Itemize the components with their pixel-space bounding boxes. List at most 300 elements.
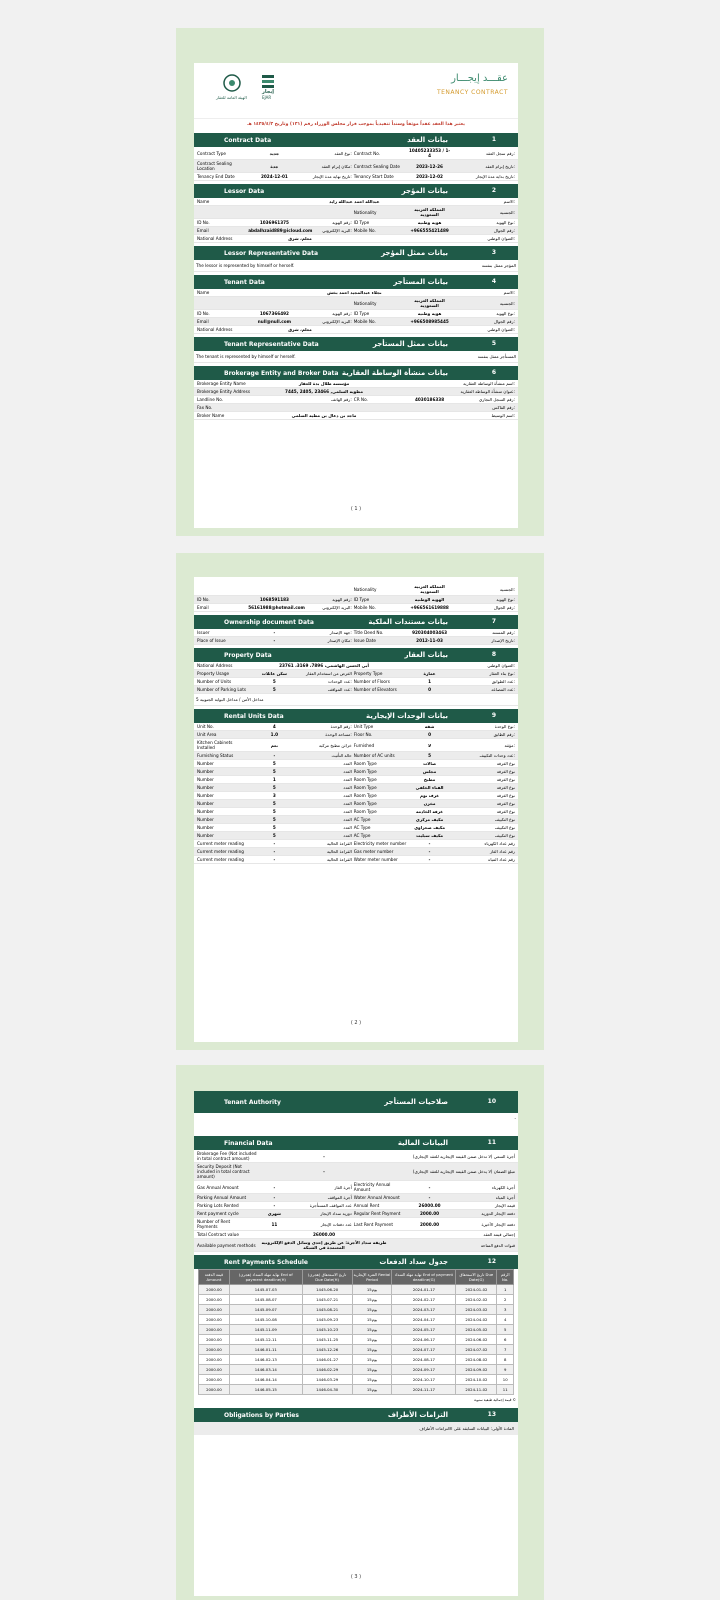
field-label: Security Deposit (Not included in total contract amount) (197, 1164, 250, 1179)
field-label: Current meter reading (197, 841, 244, 846)
field-label: Kitchen Cabinets Installed (197, 740, 233, 750)
field-label-ar: أجرة السعي (لا تدخل ضمن القيمة الإيجارية للعقد الإيجاري) (412, 1153, 515, 1159)
field-label: Room Type (353, 769, 377, 774)
footnote-text: قيمة إجمالية طبقية سنوية © (473, 1398, 516, 1402)
field-label: Contract Sealing Date (353, 163, 400, 169)
field-label: Room Type (353, 809, 377, 814)
field-label: Parking Annual Amount (197, 1195, 247, 1200)
table-cell: 2024-04-17 (392, 1315, 456, 1325)
field-value: - (428, 841, 431, 846)
field-value: لا (427, 742, 432, 748)
table-cell: 15يوم (352, 1335, 392, 1345)
column-header: تاريخ الاستحقاق (هجري) Due Date(H) (302, 1270, 352, 1285)
section-number: 10 (487, 1098, 496, 1105)
field-value: The lessor is represented by himself or herself. (196, 263, 295, 268)
field-label-ar: العدد (343, 809, 352, 814)
financial-row (194, 1218, 518, 1231)
field-label: AC Type (353, 825, 371, 830)
field-value: null@null.com (257, 319, 291, 324)
field-label-ar: القراءة الحالية (327, 841, 352, 846)
rental-unit-row (194, 840, 518, 848)
rental-unit-row (194, 776, 518, 784)
field-value: جدة (270, 163, 279, 169)
field-value: أبي الحسن الهاشمي، 7896، 3169، 23761 (279, 663, 369, 668)
rental-unit-row (194, 752, 518, 760)
field-label: Brokerage Entity Name (197, 381, 246, 386)
table-cell: 2024-07-17 (392, 1345, 456, 1355)
column-header: الفترة الإيجارية Rental Period (352, 1270, 392, 1285)
field-label: National Address (197, 327, 233, 332)
section-brokerage (194, 366, 518, 380)
field-label-ar: العدد (343, 817, 352, 822)
lessor-row (194, 198, 518, 206)
table-cell: 2000.00 (199, 1325, 230, 1335)
contract-row (194, 147, 518, 160)
field-value-ar: المؤجر ممثل بنفسه (481, 263, 516, 268)
field-value: - (323, 1153, 325, 1159)
section-number: 3 (491, 249, 496, 256)
field-value: - (273, 857, 276, 862)
section-number: 1 (491, 136, 496, 143)
rental-unit-row (194, 832, 518, 840)
contract-title-en: TENANCY CONTRACT (436, 89, 508, 96)
section-contract-data (194, 133, 518, 147)
field-label-ar: نوع التكييف (494, 817, 515, 822)
field-label: Annual Rent (353, 1203, 380, 1208)
field-label: Fax No. (197, 405, 213, 410)
payment-methods-row (194, 1239, 518, 1252)
table-cell: 1445-06-20 (302, 1285, 352, 1295)
section-title-en: Brokerage Entity and Broker Data (224, 370, 339, 377)
field-label: Water Annual Amount (353, 1195, 400, 1200)
field-label: Rent payment cycle (197, 1211, 239, 1216)
field-value: 5 (428, 753, 432, 758)
field-label-ar: نوع الغرفة (496, 769, 515, 774)
field-label-ar: حالة التأثيث (331, 753, 352, 758)
field-label-ar: دفعة الإيجار الدورية (481, 1211, 515, 1216)
field-value: 1067366492 (259, 311, 289, 316)
section-rent-schedule (194, 1255, 518, 1269)
field-value: 920304003463 (412, 630, 448, 635)
field-label-ar: رقم الفاكس: (492, 405, 515, 410)
field-label-ar: العدد (343, 793, 352, 798)
field-value: +966508985445 (410, 319, 449, 324)
table-cell: 15يوم (352, 1315, 392, 1325)
field-label-ar: أجرة الكهرباء (491, 1184, 515, 1190)
field-value-ar: المستأجر ممثل بنفسه (477, 354, 516, 359)
lessor-row (194, 227, 518, 235)
field-label: Room Type (353, 777, 377, 782)
field-label: Landline No. (197, 397, 224, 402)
field-label: Room Type (353, 761, 377, 766)
field-label: Floor No. (353, 732, 373, 737)
field-label-ar: نوع الغرفة (496, 777, 515, 782)
field-label: Current meter reading (197, 849, 244, 854)
section-tenant-authority (194, 1091, 518, 1113)
field-value: 26000.00 (418, 1203, 441, 1208)
field-label: Broker Name (197, 413, 225, 418)
field-label-ar: إجمالي قيمة العقد (483, 1232, 515, 1237)
field-label: Mobile No. (353, 605, 376, 610)
contract-row (194, 173, 518, 181)
table-row (199, 1375, 514, 1385)
field-value: عمارة (423, 671, 436, 676)
field-label-ar: رقم الهوية: (332, 597, 352, 602)
document-sheet-3 (194, 1091, 518, 1596)
field-value: مداخل الأمن / مداخل البوابة الجنوبية 5 (196, 697, 264, 702)
field-label-ar: نوع العقد: (334, 150, 352, 156)
field-label-ar: البريد الإلكتروني: (322, 228, 352, 233)
table-cell: 2000.00 (199, 1285, 230, 1295)
field-value: - (514, 1116, 516, 1121)
table-cell: 1445-09-23 (302, 1315, 352, 1325)
rental-unit-row (194, 792, 518, 800)
field-label-ar: عنوان منشأة الوساطة العقارية: (460, 389, 515, 394)
field-value: الهوية الوطنية (414, 597, 445, 602)
field-label: Number (197, 817, 214, 822)
table-cell: 2000.00 (199, 1295, 230, 1305)
section-property (194, 648, 518, 662)
table-cell: 2024-04-02 (456, 1315, 497, 1325)
financial-total-row (194, 1231, 518, 1239)
field-value: - (273, 638, 276, 643)
field-label: Last Rent Payment (353, 1221, 394, 1227)
field-label-ar: العنوان الوطني: (487, 327, 515, 332)
field-label-ar: القراءة الحالية (327, 849, 352, 854)
field-label: Room Type (353, 785, 377, 790)
table-cell: 2024-08-17 (392, 1355, 456, 1365)
field-label-ar: عدد دفعات الإيجار (320, 1221, 352, 1227)
section-financial (194, 1136, 518, 1150)
field-label: Number (197, 809, 214, 814)
section-tenant-rep (194, 337, 518, 351)
field-label: Title Deed No. (353, 630, 384, 635)
field-label-ar: الجنسية: (499, 300, 515, 306)
field-label: Water meter number (353, 857, 398, 862)
ejar-logo (210, 71, 300, 103)
tenant-authority-body (194, 1113, 518, 1133)
logo-text: إيجار (262, 89, 274, 95)
page-2 (176, 553, 544, 1050)
field-label-ar: تاريخ إبرام العقد: (485, 163, 515, 169)
page-number: ( 2 ) (350, 1020, 362, 1026)
field-value: 5 (272, 761, 276, 766)
field-label: Total Contract value (197, 1232, 239, 1237)
section-title-en: Tenant Authority (224, 1099, 281, 1106)
field-label-ar: رقم عداد المياه (488, 857, 515, 862)
field-label-ar: عدد المواقف: (327, 687, 352, 692)
field-label: Issuer (197, 630, 210, 635)
table-row (199, 1355, 514, 1365)
page-number: ( 3 ) (350, 1574, 362, 1580)
section-number: 2 (491, 187, 496, 194)
field-label-ar: أجرة الغاز (334, 1184, 352, 1190)
field-label-ar: دفعة الإيجار الأخيرة (481, 1221, 515, 1227)
section-number: 7 (491, 618, 496, 625)
lessor-row (194, 235, 518, 243)
field-value: مطبخ (423, 777, 436, 782)
table-cell: 2000.00 (199, 1365, 230, 1375)
rental-unit-row (194, 848, 518, 856)
section-rental-units (194, 709, 518, 723)
field-label-ar: الاسم: (503, 290, 515, 295)
rental-unit-row (194, 800, 518, 808)
field-value: - (428, 857, 431, 862)
field-label: Parking Lots Rented (197, 1203, 239, 1208)
field-label-ar: العنوان الوطني: (487, 663, 515, 668)
table-cell: 2000.00 (199, 1345, 230, 1355)
field-value: - (273, 841, 276, 846)
field-label: Mobile No. (353, 228, 376, 233)
field-label: Issue Date (353, 638, 376, 643)
rental-unit-row (194, 824, 518, 832)
field-label: Number (197, 769, 214, 774)
field-label-ar: أجرة المواقف (327, 1195, 352, 1200)
field-label-ar: عدد الوحدات: (327, 679, 352, 684)
field-label: Property Usage (197, 671, 230, 676)
field-label: Number (197, 793, 214, 798)
field-label-ar: نوع الهوية: (496, 311, 515, 316)
field-label: Unit Type (353, 724, 374, 729)
table-cell: 1 (497, 1285, 514, 1295)
document-sheet-1 (194, 63, 518, 528)
section-lessor-rep (194, 246, 518, 260)
field-label-ar: دورية سداد الإيجار (320, 1211, 352, 1216)
field-label: ID No. (197, 220, 210, 225)
section-title-en: Ownership document Data (224, 619, 314, 626)
field-label-ar: العدد (343, 777, 352, 782)
field-value: - (273, 630, 276, 635)
section-title-en: Lessor Representative Data (224, 250, 318, 257)
section-number: 5 (491, 340, 496, 347)
table-row (199, 1315, 514, 1325)
table-cell: 2024-01-17 (392, 1285, 456, 1295)
table-cell: 1446-01-11 (229, 1345, 302, 1355)
rental-unit-row (194, 760, 518, 768)
field-value: 5 (272, 687, 276, 692)
table-row (199, 1385, 514, 1395)
field-value: 2012-11-03 (416, 638, 443, 643)
financial-list (194, 1150, 518, 1181)
document-sheet-2 (194, 577, 518, 1042)
field-value: نجلاء عبدالمجيد احمد بخش (327, 290, 382, 295)
field-label-ar: العنوان الوطني: (487, 236, 515, 241)
field-label: Email (197, 228, 209, 233)
section-title-ar: بيانات مستندات الملكية (368, 618, 448, 626)
field-value: هوية وطنية (417, 220, 442, 225)
field-value: - (428, 1184, 431, 1190)
field-label-ar: عدد المصاعد: (491, 687, 515, 692)
section-title-ar: بيانات المستأجر (393, 278, 448, 286)
contract-row (194, 160, 518, 173)
field-value: 5 (272, 785, 276, 790)
table-cell: 15يوم (352, 1365, 392, 1375)
field-label-ar: رقم المستند: (492, 630, 515, 635)
table-cell: 15يوم (352, 1385, 392, 1395)
field-value: مكيف مركزي (415, 817, 444, 822)
column-header: قيمة الدفعة Amount (199, 1270, 230, 1285)
field-label: ID Type (353, 311, 370, 316)
tenant-row (194, 318, 518, 326)
document-header (194, 63, 518, 119)
field-label: Number of Floors (353, 679, 390, 684)
field-label-ar: رقم الجوال: (493, 319, 515, 324)
field-label: Furnished (353, 742, 375, 748)
field-label: Number (197, 761, 214, 766)
lessor-rep-line (194, 260, 518, 272)
field-value: - (428, 849, 431, 854)
field-value: ماجد بن دعال بن مطية السلمي (291, 413, 357, 418)
tenant-row (194, 326, 518, 334)
table-cell: 10 (497, 1375, 514, 1385)
table-cell: 1445-07-03 (229, 1285, 302, 1295)
field-label-ar: أجرة المياه (495, 1195, 515, 1200)
field-value: 5 (272, 817, 276, 822)
field-label: Name (197, 199, 210, 204)
field-value: 0 (428, 732, 432, 737)
field-label-ar: عدد المواقف المستأجرة (309, 1203, 352, 1208)
field-value: 1.0 (270, 732, 279, 737)
field-value: - (323, 1169, 325, 1174)
field-label: Number of Parking Lots (197, 687, 247, 692)
field-label: Room Type (353, 801, 377, 806)
field-label: Gas meter number (353, 849, 394, 854)
section-title-en: Tenant Data (224, 279, 265, 286)
field-value (260, 407, 388, 409)
field-label-ar: رقم الجوال: (493, 605, 515, 610)
field-label-ar: العدد (343, 825, 352, 830)
field-label-ar: مساحة الوحدة: (325, 732, 352, 737)
table-cell: 2 (497, 1295, 514, 1305)
financial-row (194, 1150, 518, 1163)
rental-units-list (194, 723, 518, 864)
field-value: عبدالله احمد عبدالله زايد (329, 199, 380, 204)
table-cell: 1446-04-30 (302, 1385, 352, 1395)
column-header: نهاية مهلة السداد End of payment deadline(G) (392, 1270, 456, 1285)
field-value: المملكة العربية السعودية (414, 584, 445, 594)
table-cell: 2000.00 (199, 1335, 230, 1345)
field-value: - (273, 1184, 276, 1190)
financial-row (194, 1210, 518, 1218)
field-value: 10405233353 / 1-4 (408, 148, 451, 158)
table-cell: 9 (497, 1365, 514, 1375)
field-label-ar: القراءة الحالية (327, 857, 352, 862)
party-row (194, 596, 518, 604)
field-value: +966561619888 (410, 605, 449, 610)
field-label: AC Type (353, 833, 371, 838)
table-cell: 1445-11-09 (229, 1325, 302, 1335)
field-value: معلم، شرق (288, 236, 312, 241)
schedule-footnote (194, 1395, 518, 1405)
field-label: Nationality (353, 300, 377, 306)
field-label: Email (197, 605, 209, 610)
table-cell: 1446-04-14 (229, 1375, 302, 1385)
field-value: - (273, 1195, 276, 1200)
table-cell: 15يوم (352, 1285, 392, 1295)
field-label-ar: عدد وحدات التكييف: (479, 753, 515, 758)
financial-row (194, 1181, 518, 1194)
table-row (199, 1335, 514, 1345)
field-label: Unit Area (197, 732, 217, 737)
field-label-ar: اسم منشأة الوساطة العقارية: (463, 381, 515, 386)
field-label: Tenancy End Date (197, 174, 235, 179)
field-value: غرف نوم (420, 793, 440, 798)
field-value: 5 (272, 769, 276, 774)
field-value: 4030186338 (414, 397, 445, 402)
field-label-ar: نوع الغرفة (496, 793, 515, 798)
ownership-row (194, 629, 518, 637)
field-label-ar: خزائن مطبخ مركبة (318, 742, 352, 748)
table-cell: 1445-09-07 (229, 1305, 302, 1315)
field-label-ar: العدد (343, 761, 352, 766)
field-label: ID Type (353, 220, 370, 225)
section-number: 4 (491, 278, 496, 285)
field-label: Number (197, 801, 214, 806)
obligations-line: المادة الأولى: البيانات السابقة على الالتزامات الأطراف (194, 1422, 518, 1435)
section-tenant-data (194, 275, 518, 289)
field-label-ar: الغرض من استخدام العقار (306, 671, 352, 676)
tenant-row (194, 310, 518, 318)
field-label: Number (197, 833, 214, 838)
tenant-row (194, 297, 518, 310)
table-cell: 15يوم (352, 1345, 392, 1355)
field-label: Number of AC units (353, 753, 395, 758)
field-value: 1 (272, 777, 276, 782)
table-row (199, 1305, 514, 1315)
field-label-ar: نوع التكييف (494, 833, 515, 838)
field-value: 56161988@hotmail.com (248, 605, 305, 610)
field-value: 5 (272, 679, 276, 684)
field-value: المملكة العربية السعودية (414, 298, 445, 308)
page-number: ( 1 ) (350, 506, 362, 512)
table-cell: 2024-07-02 (456, 1345, 497, 1355)
field-value: 5 (272, 809, 276, 814)
table-cell: 2000.00 (199, 1305, 230, 1315)
field-label: Current meter reading (197, 857, 244, 862)
table-cell: 8 (497, 1355, 514, 1365)
field-value: معلم، شرق (288, 327, 312, 332)
field-value: مكيف صحراوي (414, 825, 445, 830)
field-label-ar: مكان إبرام العقد: (321, 163, 352, 169)
broker-row (194, 404, 518, 412)
field-label-ar: تاريخ بداية مدة الإيجار: (475, 174, 515, 179)
table-cell: 15يوم (352, 1305, 392, 1315)
property-row (194, 678, 518, 686)
section-title-en: Rental Units Data (224, 713, 284, 720)
field-label-ar: اسم الوسيط: (491, 413, 515, 418)
table-cell: 2024-08-02 (456, 1355, 497, 1365)
field-value: 2024-12-01 (260, 174, 288, 179)
field-label-ar: تاريخ نهاية مدة الإيجار: (312, 174, 352, 179)
tenant-rep-line (194, 351, 518, 363)
field-label-ar: نوع الغرفة (496, 785, 515, 790)
field-label-ar: رقم الهوية: (332, 220, 352, 225)
table-cell: 1445-10-23 (302, 1325, 352, 1335)
field-value: غرفة الخادمة (416, 809, 444, 814)
field-value: - (428, 1195, 431, 1200)
lessor-row (194, 219, 518, 227)
field-label: Electricity Annual Amount (353, 1182, 391, 1192)
broker-row (194, 388, 518, 396)
section-number: 8 (491, 651, 496, 658)
field-label-ar: قنوات الدفع المتاحة (480, 1242, 515, 1248)
table-cell: 2024-06-02 (456, 1335, 497, 1345)
table-cell: 2024-09-17 (392, 1365, 456, 1375)
page-1 (176, 28, 544, 536)
field-label: Contract No. (353, 150, 381, 156)
section-title-ar: بيانات ممثل المؤجر (381, 249, 448, 257)
section-title-en: Property Data (224, 652, 272, 659)
